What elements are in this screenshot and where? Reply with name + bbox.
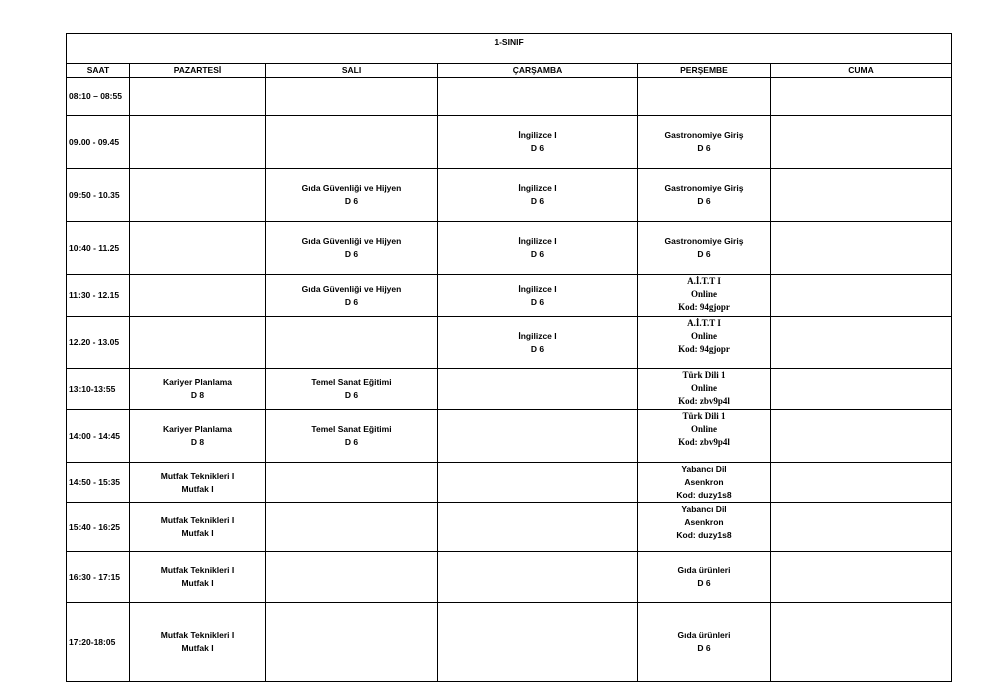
class-cell-wednesday — [438, 317, 638, 369]
class-cell-wednesday — [438, 552, 638, 603]
course-detail: Online — [690, 331, 717, 341]
class-cell-thursday — [638, 369, 771, 410]
schedule-sheet — [66, 33, 951, 682]
class-cell-friday — [771, 222, 952, 275]
class-cell-friday — [771, 463, 952, 503]
course-name: Gastronomiye Giriş — [664, 183, 744, 193]
course-detail: D 6 — [697, 578, 711, 588]
header-monday: PAZARTESİ — [130, 64, 266, 78]
header-time: SAAT — [67, 64, 130, 78]
schedule-row — [67, 116, 952, 169]
class-cell-tuesday — [266, 463, 438, 503]
course-name: İngilizce I — [518, 236, 557, 246]
course-name: Gıda Güvenliği ve Hijyen — [301, 236, 402, 246]
course-name: Mutfak Teknikleri I — [160, 515, 235, 525]
time-slot: 09.00 - 09.45 — [67, 116, 130, 169]
course-detail: Kod: zbv9p4l — [678, 396, 730, 406]
course-detail: D 6 — [697, 249, 711, 259]
time-slot: 14:50 - 15:35 — [67, 463, 130, 503]
course-detail: D 6 — [697, 143, 711, 153]
course-detail: D 6 — [344, 196, 359, 206]
course-detail: D 8 — [190, 437, 205, 447]
class-cell-tuesday — [266, 552, 438, 603]
class-cell-monday — [130, 603, 266, 682]
course-detail: Online — [690, 383, 717, 393]
course-name: İngilizce I — [518, 283, 557, 294]
class-cell-tuesday — [266, 222, 438, 275]
course-detail: Online — [690, 289, 717, 299]
class-cell-wednesday — [438, 169, 638, 222]
course-detail: D 6 — [530, 249, 545, 259]
schedule-title: 1-SINIF — [67, 34, 952, 64]
class-cell-tuesday — [266, 603, 438, 682]
course-detail: Mutfak I — [181, 483, 214, 494]
class-cell-tuesday — [266, 275, 438, 317]
time-slot: 15:40 - 16:25 — [67, 503, 130, 552]
class-cell-tuesday — [266, 78, 438, 116]
schedule-row — [67, 503, 952, 552]
course-detail: D 6 — [530, 343, 545, 354]
schedule-row — [67, 552, 952, 603]
class-cell-monday — [130, 410, 266, 463]
schedule-body — [67, 78, 952, 682]
course-detail: D 6 — [344, 249, 359, 259]
time-slot: 08:10 – 08:55 — [67, 78, 130, 116]
schedule-row — [67, 410, 952, 463]
class-cell-friday — [771, 78, 952, 116]
course-name: Yabancı Dil — [681, 464, 727, 474]
time-slot: 13:10-13:55 — [67, 369, 130, 410]
class-cell-monday — [130, 222, 266, 275]
class-cell-tuesday — [266, 503, 438, 552]
course-detail: D 6 — [344, 437, 359, 447]
schedule-row — [67, 222, 952, 275]
course-detail: D 6 — [530, 143, 545, 153]
class-cell-wednesday — [438, 369, 638, 410]
class-cell-monday — [130, 317, 266, 369]
schedule-row — [67, 78, 952, 116]
class-cell-wednesday — [438, 410, 638, 463]
course-detail: D 6 — [697, 643, 711, 653]
class-cell-thursday — [638, 317, 771, 369]
class-cell-tuesday — [266, 169, 438, 222]
class-cell-thursday — [638, 275, 771, 317]
course-detail: D 6 — [530, 196, 545, 206]
course-detail: Mutfak I — [181, 643, 214, 653]
course-name: Gıda Güvenliği ve Hijyen — [301, 283, 402, 294]
course-detail: Asenkron — [684, 517, 724, 527]
course-name: İngilizce I — [518, 330, 557, 341]
class-cell-thursday — [638, 503, 771, 552]
time-slot: 12.20 - 13.05 — [67, 317, 130, 369]
class-cell-wednesday — [438, 503, 638, 552]
header-friday: CUMA — [771, 64, 952, 78]
class-cell-friday — [771, 552, 952, 603]
class-cell-thursday — [638, 410, 771, 463]
class-cell-friday — [771, 275, 952, 317]
schedule-row — [67, 369, 952, 410]
class-cell-friday — [771, 410, 952, 463]
course-detail: Kod: zbv9p4l — [678, 437, 730, 447]
header-wednesday: ÇARŞAMBA — [438, 64, 638, 78]
class-cell-thursday — [638, 222, 771, 275]
course-name: Mutfak Teknikleri I — [160, 470, 235, 481]
course-name: Temel Sanat Eğitimi — [311, 424, 392, 434]
class-cell-thursday — [638, 552, 771, 603]
time-slot: 14:00 - 14:45 — [67, 410, 130, 463]
class-cell-friday — [771, 503, 952, 552]
course-name: Gıda ürünleri — [677, 630, 731, 640]
class-cell-tuesday — [266, 116, 438, 169]
class-cell-monday — [130, 369, 266, 410]
class-cell-wednesday — [438, 603, 638, 682]
time-slot: 17:20-18:05 — [67, 603, 130, 682]
course-detail: D 8 — [190, 390, 205, 400]
course-detail: Kod: duzy1s8 — [676, 530, 732, 540]
class-cell-thursday — [638, 603, 771, 682]
course-name: Yabancı Dil — [681, 504, 727, 514]
course-name: A.İ.T.T I — [687, 318, 721, 328]
time-slot: 09:50 - 10.35 — [67, 169, 130, 222]
course-detail: D 6 — [344, 296, 359, 307]
class-cell-monday — [130, 78, 266, 116]
schedule-row — [67, 169, 952, 222]
class-cell-friday — [771, 369, 952, 410]
schedule-row — [67, 317, 952, 369]
course-detail: D 6 — [697, 196, 711, 206]
class-cell-monday — [130, 463, 266, 503]
time-slot: 11:30 - 12.15 — [67, 275, 130, 317]
course-detail: Mutfak I — [181, 528, 214, 538]
class-cell-wednesday — [438, 275, 638, 317]
course-detail: Kod: 94gjopr — [678, 302, 730, 312]
course-name: Temel Sanat Eğitimi — [311, 377, 392, 387]
course-name: Türk Dili 1 — [682, 411, 726, 421]
course-name: Gıda ürünleri — [677, 565, 731, 575]
course-detail: D 6 — [344, 390, 359, 400]
course-detail: Asenkron — [684, 477, 724, 487]
class-cell-thursday — [638, 463, 771, 503]
time-slot: 16:30 - 17:15 — [67, 552, 130, 603]
course-name: Kariyer Planlama — [163, 377, 232, 387]
course-detail: D 6 — [530, 296, 545, 307]
schedule-row — [67, 275, 952, 317]
schedule-row — [67, 603, 952, 682]
course-detail: Kod: 94gjopr — [678, 344, 730, 354]
class-cell-monday — [130, 503, 266, 552]
class-cell-wednesday — [438, 78, 638, 116]
class-cell-monday — [130, 116, 266, 169]
class-cell-thursday — [638, 169, 771, 222]
class-cell-wednesday — [438, 116, 638, 169]
header-tuesday: SALI — [266, 64, 438, 78]
time-slot: 10:40 - 11.25 — [67, 222, 130, 275]
class-cell-wednesday — [438, 222, 638, 275]
header-thursday: PERŞEMBE — [638, 64, 771, 78]
course-name: İngilizce I — [518, 183, 557, 193]
class-cell-thursday — [638, 78, 771, 116]
class-cell-thursday — [638, 116, 771, 169]
class-cell-monday — [130, 169, 266, 222]
course-name: İngilizce I — [518, 130, 557, 140]
class-cell-monday — [130, 552, 266, 603]
course-name: Kariyer Planlama — [163, 424, 232, 434]
course-name: A.İ.T.T I — [687, 276, 721, 286]
course-name: Gıda Güvenliği ve Hijyen — [301, 183, 402, 193]
course-detail: Online — [690, 424, 717, 434]
class-cell-tuesday — [266, 410, 438, 463]
schedule-row — [67, 463, 952, 503]
class-cell-friday — [771, 317, 952, 369]
class-cell-wednesday — [438, 463, 638, 503]
class-cell-monday — [130, 275, 266, 317]
class-cell-tuesday — [266, 317, 438, 369]
class-cell-friday — [771, 603, 952, 682]
class-cell-tuesday — [266, 369, 438, 410]
course-name: Mutfak Teknikleri I — [160, 565, 235, 575]
class-cell-friday — [771, 169, 952, 222]
schedule-table — [66, 33, 952, 682]
class-cell-friday — [771, 116, 952, 169]
course-detail: Mutfak I — [181, 578, 214, 588]
course-name: Gastronomiye Giriş — [664, 236, 744, 246]
course-name: Türk Dili 1 — [682, 370, 726, 380]
course-name: Mutfak Teknikleri I — [160, 630, 235, 640]
course-detail: Kod: duzy1s8 — [676, 490, 732, 500]
course-name: Gastronomiye Giriş — [664, 130, 744, 140]
